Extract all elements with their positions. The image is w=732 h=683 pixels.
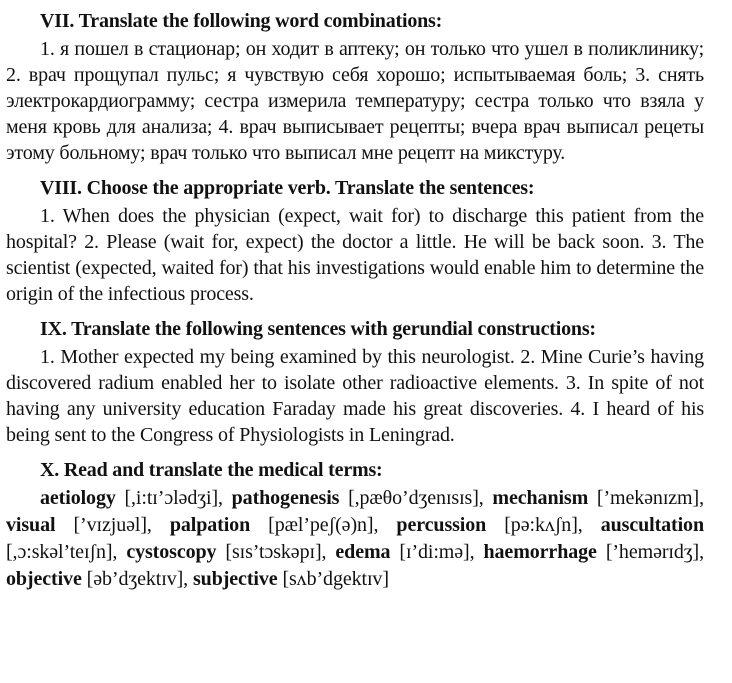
exercise-viii-body: 1. When does the physician (expect, wait for) to discharge this patient from the hospital? 2. Please (wait for, expect) the doctor a little. He will be back soon. 3. The scientist (expected, waited for) that his investigations would enable him to determine the origin of the infectious process. (6, 205, 704, 305)
term-transcription: [pæl’peʃ(ə)n] (268, 514, 374, 536)
exercise-viii (6, 175, 704, 307)
term-transcription: [’hemərɪdʒ] (605, 541, 700, 563)
term-transcription: [pə:kʌʃn] (504, 514, 578, 536)
term-word: edema (335, 541, 391, 563)
term-word: subjective (192, 568, 278, 590)
term-transcription: [əb’dʒektɪv] (86, 568, 184, 590)
exercise-vii-body: 1. я пошел в стационар; он ходит в аптеку; он только что ушел в поликлинику; 2. врач прощупал пульс; я чувствую себя хорошо; испытываемая боль; 3. снять электрокардиограмму; сестра измерила температуру; сестра только что взяла у меня кровь для анализа; 4. врач выписывает рецепты; вчера врач выписал рецеты этому больному; врач только что выписал мне рецепт на микстуру. (6, 38, 704, 164)
term-transcription: [,pæθo’dʒenɪsɪs] (348, 487, 479, 509)
term-transcription: [sʌb’dgektɪv] (282, 568, 389, 590)
exercise-viii-heading: VIII. Choose the appropriate verb. Translate the sentences: (40, 177, 535, 199)
term-transcription: [’mekənɪzm] (596, 487, 700, 509)
term-word: aetiology (40, 487, 116, 509)
term-word: mechanism (492, 487, 589, 509)
medical-terms-list: aetiology [,i:tɪ’ɔlədʒi], pathogenesis [,pæθo’dʒenɪsɪs], mechanism [’mekənɪzm], visual [’vɪzjuəl], palpation [pæl’peʃ(ə)n], percussion [pə:kʌʃn], auscultation [,ɔ:skəl’teɪʃn], cystoscopy [sɪs’tɔskəpɪ], edema [ɪ’di:mə], haemorrhage [’hemərɪdʒ], objective [əb’dʒektɪv], subjective [sʌb’dgektɪv] (6, 487, 705, 590)
exercise-vii (6, 8, 704, 166)
term-word: percussion (396, 514, 487, 536)
term-transcription: [sɪs’tɔskəpɪ] (225, 541, 322, 563)
term-word: cystoscopy (126, 541, 217, 563)
term-word: palpation (169, 514, 251, 536)
term-word: pathogenesis (231, 487, 340, 509)
term-transcription: [ɪ’di:mə] (399, 541, 470, 563)
term-word: auscultation (600, 514, 704, 536)
term-word: visual (6, 514, 56, 536)
term-transcription: [,ɔ:skəl’teɪʃn] (6, 541, 113, 563)
exercise-ix-body: 1. Mother expected my being examined by this neurologist. 2. Mine Curie’s having discovered radium enabled her to isolate other radioactive elements. 3. In spite of not having any university education Faraday made his great discoveries. 4. I heard of his being sent to the Congress of Physiologists in Leningrad. (6, 346, 704, 446)
exercise-x-heading: X. Read and translate the medical terms: (40, 459, 383, 481)
term-transcription: [,i:tɪ’ɔlədʒi] (124, 487, 219, 509)
exercise-ix-heading: IX. Translate the following sentences with gerundial constructions: (40, 318, 596, 340)
term-word: haemorrhage (483, 541, 597, 563)
exercise-ix (6, 316, 704, 448)
term-word: objective (6, 568, 82, 590)
term-transcription: [’vɪzjuəl] (73, 514, 147, 536)
exercise-x (6, 457, 704, 593)
exercise-vii-heading: VII. Translate the following word combinations: (40, 10, 443, 32)
